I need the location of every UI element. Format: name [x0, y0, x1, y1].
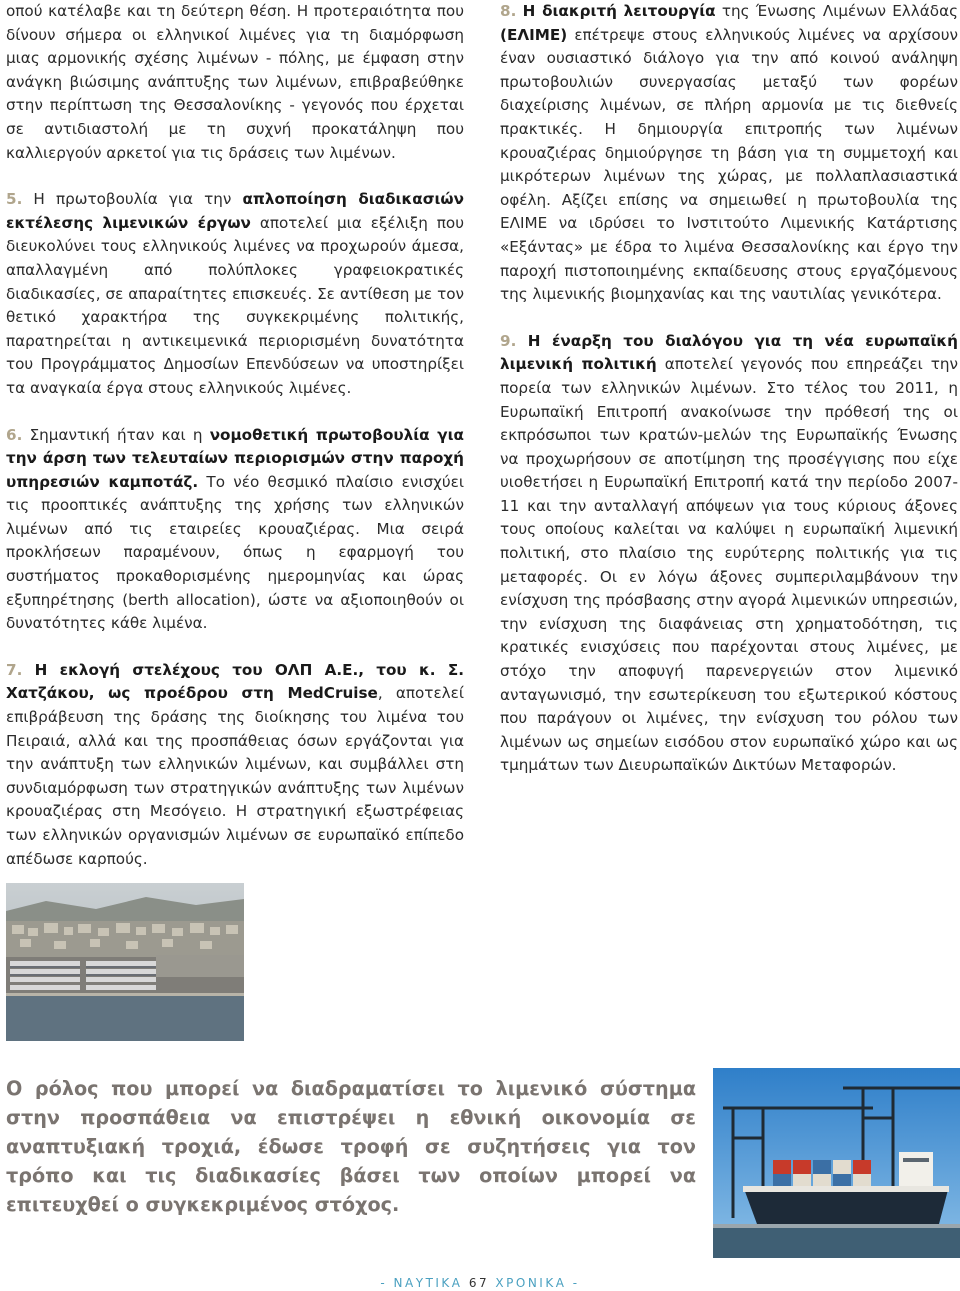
right-column: [500, 0, 958, 801]
item-highlight: νομοθετική πρωτοβουλία για την άρση των τελευταίων περιορισμών στην παροχή υπηρεσιών καμποτάζ.: [6, 425, 464, 491]
pull-quote: Ο ρόλος που μπορεί να διαδραματίσει το λιμενικό σύστημα στην προσπάθεια να επιστρέψει η εθνική οικονομία σε αναπτυξιακή τροχιά, έδωσε τροφή σε συζητήσεις για τον τρόπο και τις διαδικασίες βάσει των οποίων μπορεί να επιτευχθεί ο συγκεκριμένος στόχος.: [6, 1077, 696, 1216]
footer-magazine-left: - ΝΑΥΤΙΚΑ: [380, 1276, 469, 1290]
port-aerial-illustration: [6, 883, 244, 1041]
item-6-paragraph: 6. Σημαντική ήταν και η νομοθετική πρωτοβουλία για την άρση των τελευταίων περιορισμών στην παροχή υπηρεσιών καμποτάζ. Το νέο θεσμικό πλαίσιο ενισχύει τις προοπτικές ανάπτυξης της χρήσης των ελληνικών λιμένων από τις εταιρείες κρουαζιέρας. Μια σειρά προκλήσεων παραμένουν, όπως η εφαρμογή του συστήματος προκαθορισμένης ημερομηνίας και ώρας εξυπηρέτησης (berth allocation), ώστε να αξιοποιηθούν οι δυνατότητες κάθε λιμένα.: [6, 425, 464, 633]
left-column: [6, 0, 464, 894]
item-highlight: Η διακριτή λειτουργία: [522, 2, 716, 20]
item-number: 8.: [500, 2, 517, 20]
item-number: 7.: [6, 660, 23, 679]
page-number: 67: [468, 1276, 490, 1290]
container-ship-illustration: [713, 1068, 960, 1258]
item-9-paragraph: 9. Η έναρξη του διαλόγου για τη νέα ευρωπαϊκή λιμενική πολιτική αποτελεί γεγονός που επηρεάζει την πορεία των ελληνικών λιμένων. Στο τέλος του 2011, η Ευρωπαϊκή Επιτροπή ανακοίνωσε την πρόθεσή της οι εκπρόσωποι των κρατών-μελών της Ευρωπαϊκής Ένωσης να προχωρήσουν σε αποτίμηση της προσέγγισης που είχε υιοθετήσει η Ευρωπαϊκή Επιτροπή κατά την περίοδο 2007-11 και την ανταλλαγή απόψεων για τους κύριους άξονες τους οποίους καλείται να καλύψει η ευρωπαϊκή λιμενική πολιτική, στο πλαίσιο της ευρύτερης πολιτικής για τις μεταφορές. Οι εν λόγω άξονες συμπεριλαμβάνουν την ενίσχυση της πρόσβασης στην αγορά λιμενικών υπηρεσιών, την ενίσχυση της διαφάνειας στη χρηματοδότηση, τις κρατικές ενισχύσεις που παρέχονται στους λιμένες, με στόχο την αποφυγή παρενεργειών στον λιμενικό ανταγωνισμό, την εσωτερίκευση του εξωτερικού κόστους που παράγουν οι λιμένες, την ενίσχυση του ρόλου των λιμένων ως σημείων εισόδου στον ευρωπαϊκό χώρο και ως τμημάτων των Διευρωπαϊκών Δικτύων Μεταφορών.: [500, 331, 958, 775]
item-number: 9.: [500, 331, 517, 350]
footer-magazine-right: ΧΡΟΝΙΚΑ -: [489, 1276, 580, 1290]
page-footer: [0, 1276, 960, 1290]
item-8-paragraph: 8. Η διακριτή λειτουργία της Ένωσης Λιμένων Ελλάδας (ΕΛΙΜΕ) επέτρεψε στους ελληνικούς λιμένες να αρχίσουν έναν ουσιαστικό διάλογο για την από κοινού ανάληψη πρωτοβουλιών συνεργασίας μεταξύ των φορέων διαχείρισης λιμένων, σε πλήρη αρμονία με τις διεθνείς πρακτικές. Η δημιουργία επιτροπής των λιμένων κρουαζιέρας δημιούργησε τη βάση για τη συμμετοχή και μικρότερων λιμένων της χώρας, με πολλαπλασιαστικά οφέλη. Αξίζει επίσης να σημειωθεί η πρωτοβουλία της ΕΛΙΜΕ να ιδρύσει το Ινστιτούτο Λιμενικής Κατάρτισης «Εξάντας» με έδρα το λιμένα Θεσσαλονίκης και έργο την παροχή πιστοποιημένης εκπαίδευσης στους εργαζόμενους της λιμενικής βιομηχανίας και της ναυτιλίας γενικότερα.: [500, 2, 959, 304]
item-number: 6.: [6, 425, 23, 444]
item-highlight: απλοποίηση διαδικασιών εκτέλεσης λιμενικών έργων: [6, 190, 464, 232]
elime-abbr: (ΕΛΙΜΕ): [500, 25, 568, 44]
item-7-paragraph: 7. Η εκλογή στελέχους του ΟΛΠ Α.Ε., του κ. Σ. Χατζάκου, ως προέδρου στη MedCruise, αποτελεί επιβράβευση της δράσης της διοίκησης του λιμένα του Πειραιά, αλλά και της προσπάθειας όσων εργάζονται για την ανάπτυξη των ελληνικών λιμένων, και συμβάλλει στη συνδιαμόρφωση των στρατηγικών ανάπτυξης των λιμένων κρουαζιέρας στη Μεσόγειο. Η στρατηγική εξωστρέφειας των ελληνικών οργανισμών λιμένων σε ευρωπαϊκό επίπεδο απέδωσε καρπούς.: [6, 660, 464, 868]
item-5-paragraph: 5. Η πρωτοβουλία για την απλοποίηση διαδικασιών εκτέλεσης λιμενικών έργων αποτελεί μια εξέλιξη που διευκολύνει τους ελληνικούς λιμένες να προχωρούν άμεσα, απαλλαγμένη από πολύπλοκες γραφειοκρατικές διαδικασίες, σε απαραίτητες επισκευές. Σε αντίθεση με τον θετικό χαρακτήρα της συγκεκριμένης πολιτικής, παρατηρείται η αντικειμενικά περιορισμένη δυνατότητα του Προγράμματος Δημοσίων Επενδύσεων να υποστηρίξει τα αναγκαία έργα στους ελληνικούς λιμένες.: [6, 190, 464, 397]
item-highlight: Η έναρξη του διαλόγου για τη νέα ευρωπαϊκή λιμενική πολιτική: [500, 331, 958, 374]
container-ship-photo: [713, 1068, 960, 1258]
port-aerial-photo: [6, 883, 244, 1041]
intro-paragraph: οπού κατέλαβε και τη δεύτερη θέση. Η προτεραιότητα που δίνουν σήμερα οι ελληνικοί λιμένες για τη διαμόρφωση μιας αρμονικής σχέσης λιμένων - πόλης, με έμφαση στην ανάγκη βιώσιμης ανάπτυξης των λιμένων, επιβραβεύθηκε στην περίπτωση της Θεσσαλονίκης - γεγονός που έρχεται σε αντιδιαστολή με τη συχνή προκατάληψη που καλλιεργούν αρκετοί για τις δράσεις των λιμένων.: [6, 2, 464, 162]
item-highlight: Η εκλογή στελέχους του ΟΛΠ Α.Ε., του κ. Σ. Χατζάκου, ως προέδρου στη MedCruise: [6, 660, 464, 703]
item-number: 5.: [6, 190, 23, 209]
